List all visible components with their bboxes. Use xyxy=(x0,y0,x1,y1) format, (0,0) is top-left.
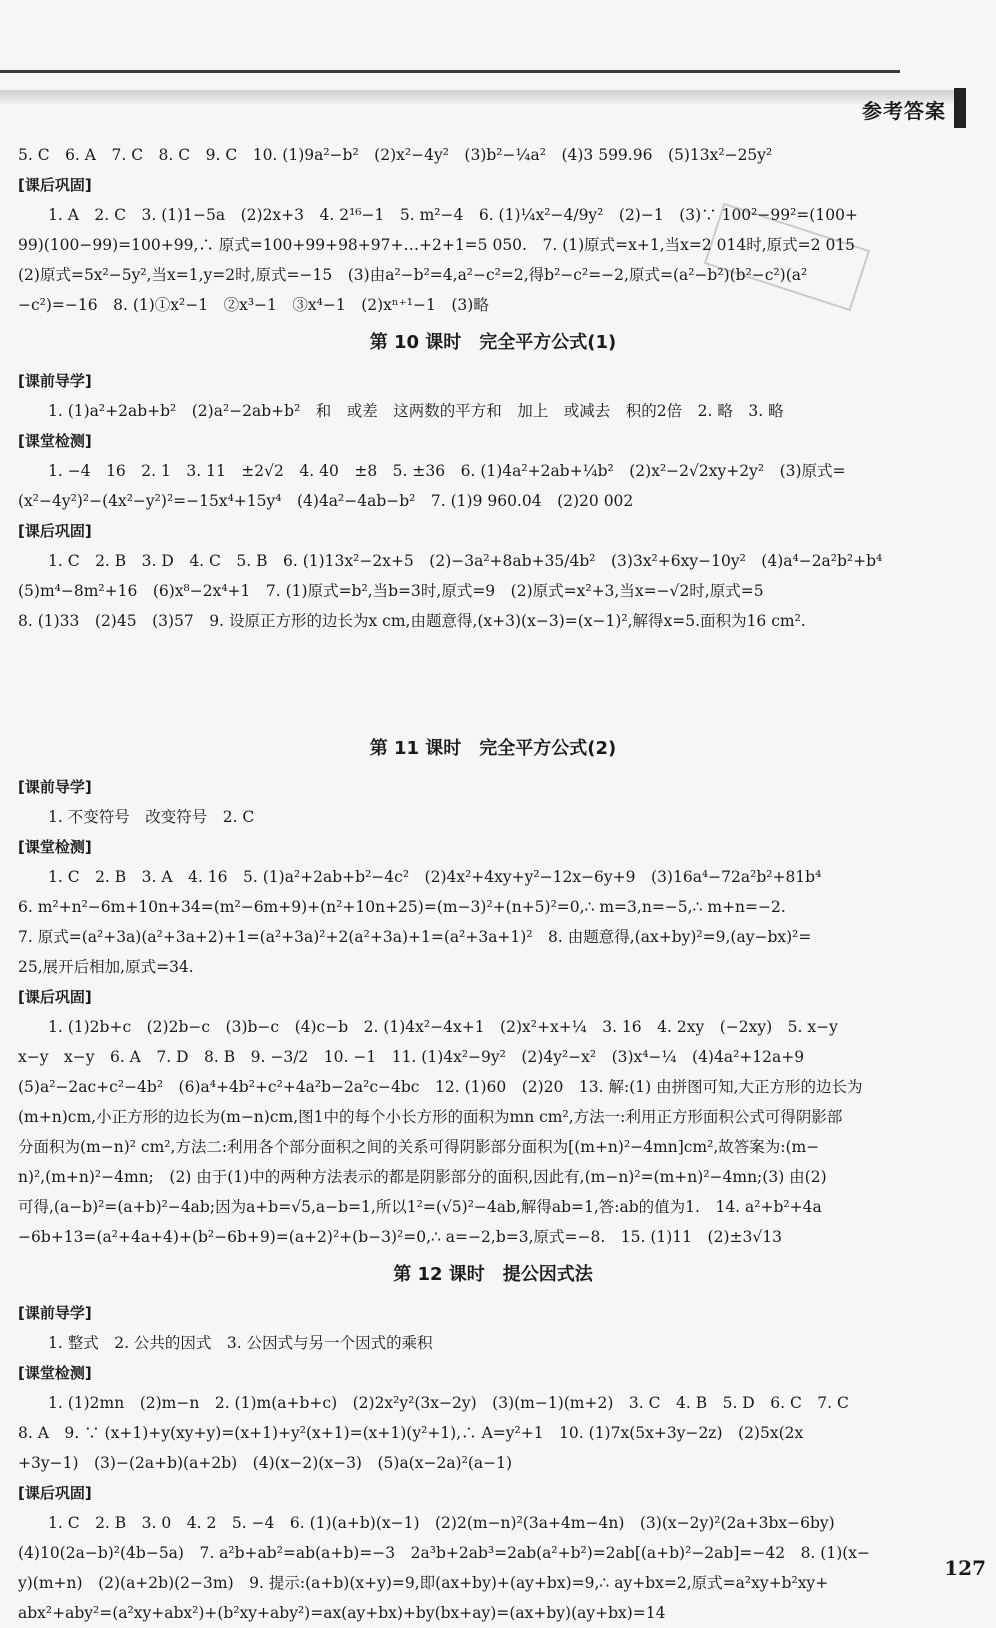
section-title-12: 第 12 课时 提公因式法 xyxy=(393,1264,593,1285)
answer-line: (5)a²−2ac+c²−4b² (6)a⁴+4b²+c²+4a²b−2a²c−4bc 12. (1)60 (2)20 13. 解:(1) 由拼图可知,大正方形的边长为 xyxy=(18,1078,863,1096)
answer-line: 25,展开后相加,原式=34. xyxy=(18,958,194,976)
answer-line: 99)(100−99)=100+99,∴ 原式=100+99+98+97+…+2+1=5 050. 7. (1)原式=x+1,当x=2 014时,原式=2 015 xyxy=(18,236,856,254)
section-label: [课后巩固] xyxy=(18,1484,92,1502)
page-number: 127 xyxy=(944,1556,986,1580)
answer-line: 1. C 2. B 3. 0 4. 2 5. −4 6. (1)(a+b)(x−1) (2)2(m−n)²(3a+4m−4n) (3)(x−2y)²(2a+3bx−6by) xyxy=(48,1514,835,1532)
section-label: [课前导学] xyxy=(18,1304,92,1322)
answer-line: 7. 原式=(a²+3a)(a²+3a+2)+1=(a²+3a)²+2(a²+3a)+1=(a²+3a+1)² 8. 由题意得,(ax+by)²=9,(ay−bx)²= xyxy=(18,928,812,946)
answer-line: 1. (1)2mn (2)m−n 2. (1)m(a+b+c) (2)2x²y²(3x−2y) (3)(m−1)(m+2) 3. C 4. B 5. D 6. C 7. C xyxy=(48,1394,849,1412)
header-band xyxy=(0,90,960,104)
answer-page xyxy=(18,140,968,1628)
answer-line: −6b+13=(a²+4a+4)+(b²−6b+9)=(a+2)²+(b−3)²=0,∴ a=−2,b=3,原式=−8. 15. (1)11 (2)±3√13 xyxy=(18,1228,782,1246)
answer-line: 分面积为(m−n)² cm²,方法二:利用各个部分面积之间的关系可得阴影部分面积为[(m+n)²−4mn]cm²,故答案为:(m− xyxy=(18,1138,820,1156)
section-title-11: 第 11 课时 完全平方公式(2) xyxy=(369,738,617,759)
answer-line: abx²+aby²=(a²xy+abx²)+(b²xy+aby²)=ax(ay+bx)+by(bx+ay)=(ax+by)(ay+bx)=14 xyxy=(18,1604,666,1622)
section-label: [课堂检测] xyxy=(18,838,92,856)
answer-line: 5. C 6. A 7. C 8. C 9. C 10. (1)9a²−b² (2)x²−4y² (3)b²−¼a² (4)3 599.96 (5)13x²−25y² xyxy=(18,146,773,164)
answer-line: 1. 整式 2. 公共的因式 3. 公因式与另一个因式的乘积 xyxy=(48,1334,433,1352)
answer-line: x−y x−y 6. A 7. D 8. B 9. −3/2 10. −1 11. (1)4x²−9y² (2)4y²−x² (3)x⁴−¼ (4)4a²+12a+9 xyxy=(18,1048,805,1066)
answer-line: (x²−4y²)²−(4x²−y²)²=−15x⁴+15y⁴ (4)4a²−4ab−b² 7. (1)9 960.04 (2)20 002 xyxy=(18,492,634,510)
answer-line: (m+n)cm,小正方形的边长为(m−n)cm,图1中的每个小长方形的面积为mn cm²,方法一:利用正方形面积公式可得阴影部 xyxy=(18,1108,843,1126)
answer-line: n)²,(m+n)²−4mn; (2) 由于(1)中的两种方法表示的都是阴影部分的面积,因此有,(m−n)²=(m+n)²−4mn;(3) 由(2) xyxy=(18,1168,827,1186)
answer-line: (5)m⁴−8m²+16 (6)x⁸−2x⁴+1 7. (1)原式=b²,当b=3时,原式=9 (2)原式=x²+3,当x=−√2时,原式=5 xyxy=(18,582,764,600)
answer-line: (2)原式=5x²−5y²,当x=1,y=2时,原式=−15 (3)由a²−b²=4,a²−c²=2,得b²−c²=−2,原式=(a²−b²)(b²−c²)(a² xyxy=(18,266,808,284)
answer-line: 1. A 2. C 3. (1)1−5a (2)2x+3 4. 2¹⁶−1 5. m²−4 6. (1)¼x²−4/9y² (2)−1 (3)∵ 100²−99²=(100+ xyxy=(48,206,858,224)
answer-line: 6. m²+n²−6m+10n+34=(m²−6m+9)+(n²+10n+25)=(m−3)²+(n+5)²=0,∴ m=3,n=−5,∴ m+n=−2. xyxy=(18,898,786,916)
answer-line: −c²)=−16 8. (1)①x²−1 ②x³−1 ③x⁴−1 (2)xⁿ⁺¹−1 (3)略 xyxy=(18,296,489,314)
answer-line: 1. C 2. B 3. A 4. 16 5. (1)a²+2ab+b²−4c² (2)4x²+4xy+y²−12x−6y+9 (3)16a⁴−72a²b²+81b⁴ xyxy=(48,868,822,886)
section-label: [课堂检测] xyxy=(18,1364,92,1382)
section-label: [课前导学] xyxy=(18,778,92,796)
section-title-10: 第 10 课时 完全平方公式(1) xyxy=(369,332,617,353)
section-label: [课堂检测] xyxy=(18,432,92,450)
answer-line: (4)10(2a−b)²(4b−5a) 7. a²b+ab²=ab(a+b)=−3 2a³b+2ab³=2ab(a²+b²)=2ab[(a+b)²−2ab]=−42 8. (1)(x− xyxy=(18,1544,871,1562)
answer-line: +3y−1) (3)−(2a+b)(a+2b) (4)(x−2)(x−3) (5)a(x−2a)²(a−1) xyxy=(18,1454,513,1472)
spacer xyxy=(18,636,968,726)
answer-line: 1. C 2. B 3. D 4. C 5. B 6. (1)13x²−2x+5 (2)−3a²+8ab+35/4b² (3)3x²+6xy−10y² (4)a⁴−2a²b²+b⁴ xyxy=(48,552,883,570)
section-label: [课后巩固] xyxy=(18,988,92,1006)
answer-line: 1. (1)a²+2ab+b² (2)a²−2ab+b² 和 或差 这两数的平方和 加上 或减去 积的2倍 2. 略 3. 略 xyxy=(48,402,784,420)
answer-line: y)(m+n) (2)(a+2b)(2−3m) 9. 提示:(a+b)(x+y)=9,即(ax+by)+(ay+bx)=9,∴ ay+bx=2,原式=a²xy+b²xy+ xyxy=(18,1574,829,1592)
header-title: 参考答案 xyxy=(862,99,946,123)
header-rule xyxy=(0,70,900,73)
answer-line: 1. (1)2b+c (2)2b−c (3)b−c (4)c−b 2. (1)4x²−4x+1 (2)x²+x+¼ 3. 16 4. 2xy (−2xy) 5. x−y xyxy=(48,1018,838,1036)
answer-line: 8. A 9. ∵ (x+1)+y(xy+y)=(x+1)+y²(x+1)=(x+1)(y²+1),∴ A=y²+1 10. (1)7x(5x+3y−2z) (2)5x(2x xyxy=(18,1424,804,1442)
section-label: [课后巩固] xyxy=(18,522,92,540)
answer-line: 可得,(a−b)²=(a+b)²−4ab;因为a+b=√5,a−b=1,所以1²=(√5)²−4ab,解得ab=1,答:ab的值为1. 14. a²+b²+4a xyxy=(18,1198,822,1216)
section-label: [课前导学] xyxy=(18,372,92,390)
section-label: [课后巩固] xyxy=(18,176,92,194)
answer-line: 8. (1)33 (2)45 (3)57 9. 设原正方形的边长为x cm,由题意得,(x+3)(x−3)=(x−1)²,解得x=5.面积为16 cm². xyxy=(18,612,806,630)
answer-line: 1. −4 16 2. 1 3. 11 ±2√2 4. 40 ±8 5. ±36 6. (1)4a²+2ab+¼b² (2)x²−2√2xy+2y² (3)原式= xyxy=(48,462,846,480)
header-block xyxy=(954,88,966,128)
answer-line: 1. 不变符号 改变符号 2. C xyxy=(48,808,255,826)
